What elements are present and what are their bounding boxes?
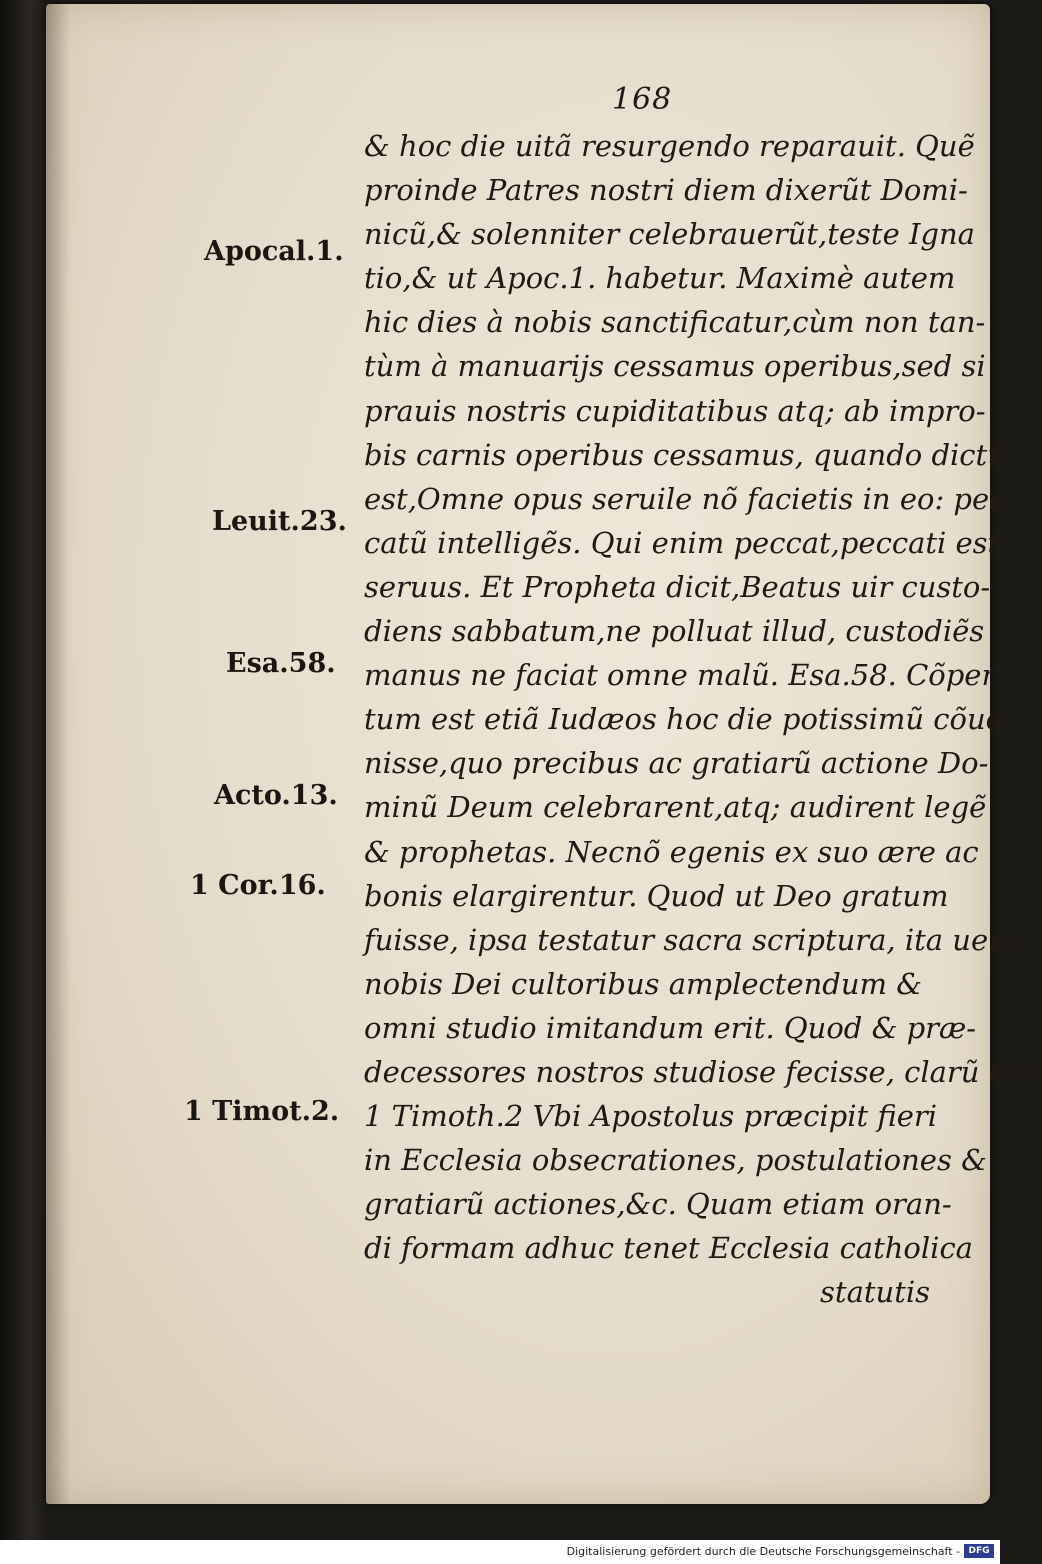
margin-note-leviticus: Leuit.23.	[212, 506, 347, 537]
text-line: prauis nostris cupiditatibus atq; ab impro-	[364, 393, 986, 428]
text-line: seruus. Et Propheta dicit,Beatus uir custo-	[364, 569, 991, 604]
text-line: decessores nostros studiose fecisse, clarũ est.	[364, 1054, 1042, 1089]
text-line: 1 Timoth.2 Vbi Apostolus præcipit fieri	[364, 1099, 938, 1134]
text-line: omni studio imitandum erit. Quod & præ-	[364, 1010, 977, 1045]
body-text	[364, 124, 1042, 1315]
text-line: manus ne faciat omne malũ. Esa.58. Cõper-	[364, 658, 1006, 693]
text-line: nicũ,& solenniter celebrauerũt,teste Igna	[364, 217, 975, 252]
text-line: nisse,quo precibus ac gratiarũ actione Do-	[364, 746, 989, 781]
text-line: tio,& ut Apoc.1. habetur. Maximè autem	[364, 261, 956, 296]
funding-credit: Digitalisierung gefördert durch die Deutsche Forschungsgemeinschaft -	[566, 1545, 960, 1558]
margin-note-isaiah: Esa.58.	[226, 648, 336, 679]
text-line: bis carnis operibus cessamus, quando dictũ	[364, 437, 1006, 472]
text-line: & hoc die uitã resurgendo reparauit. Quẽ	[364, 129, 975, 163]
text-line: nobis Dei cultoribus amplectendum &	[364, 966, 923, 1001]
margin-note-apocalypse: Apocal.1.	[204, 236, 344, 267]
text-line: diens sabbatum,ne polluat illud, custodiẽs	[364, 614, 985, 649]
margin-note-timothy: 1 Timot.2.	[184, 1096, 340, 1127]
catchword: statutis	[820, 1275, 930, 1310]
dfg-logo: DFG	[964, 1544, 994, 1558]
text-line: di formam adhuc tenet Ecclesia catholica	[364, 1231, 973, 1266]
text-line: tùm à manuarijs cessamus operibus,sed si	[364, 349, 986, 384]
text-line: in Ecclesia obsecrationes, postulationes &	[364, 1143, 987, 1178]
margin-note-corinthians: 1 Cor.16.	[190, 870, 326, 901]
text-line: gratiarũ actiones,&c. Quam etiam oran-	[364, 1187, 952, 1222]
text-line: catũ intelligẽs. Qui enim peccat,peccati est	[364, 525, 1000, 560]
text-line: & prophetas. Necnõ egenis ex suo ære ac	[364, 834, 979, 869]
text-line: est,Omne opus seruile nõ facietis in eo: pec	[364, 481, 1006, 516]
text-line: hic dies à nobis sanctificatur,cùm non tan-	[364, 305, 986, 340]
text-line: tum est etiã Iudæos hoc die potissimũ cõue-	[364, 702, 1013, 737]
margin-note-acts: Acto.13.	[214, 780, 338, 811]
text-line: minũ Deum celebrarent,atq; audirent legẽ	[364, 790, 987, 825]
text-line: proinde Patres nostri diem dixerũt Domi-	[364, 173, 968, 208]
text-line: fuisse, ipsa testatur sacra scriptura, ita ueris	[364, 922, 1027, 957]
text-line: bonis elargirentur. Quod ut Deo gratum	[364, 878, 949, 913]
page-number: 168	[612, 82, 673, 117]
